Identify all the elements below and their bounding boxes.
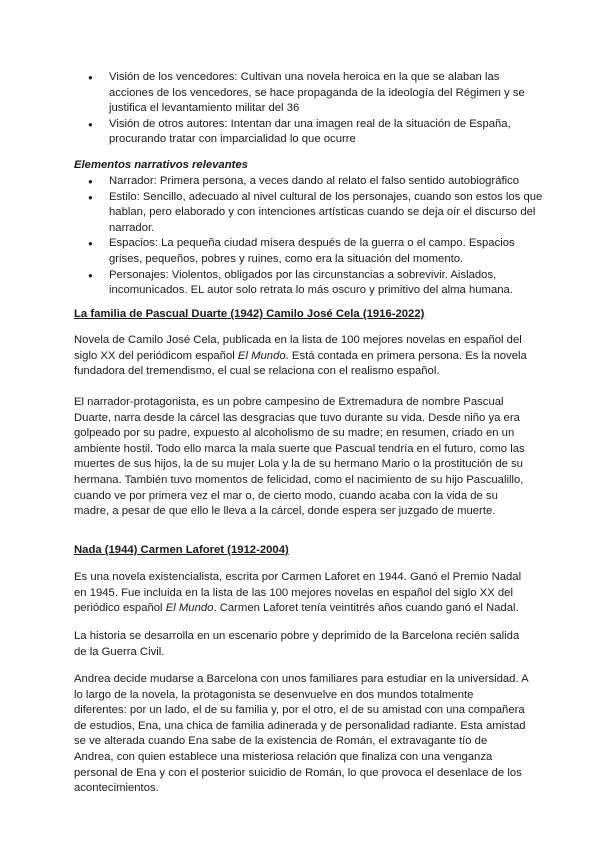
list-item: ● Visión de otros autores: Intentan dar una imagen real de la situación de España, procurando tratar con imparcialidad lo que ocurre <box>74 117 545 148</box>
list-item: ● Estilo: Sencillo, adecuado al nivel cultural de los personajes, cuando son estos los que hablan, pero elaborado y con intenciones artísticas cuando se deja oír el discurso del narrador. <box>74 190 545 237</box>
section-heading: Elementos narrativos relevantes <box>74 159 248 171</box>
paragraph: Novela de Camilo José Cela, publicada en la lista de 100 mejores novelas en español del siglo XX del periódicom español El Mundo. Está contada en primera persona. Es la novela fundadora del tremendismo, el cual se relaciona con el realismo español. <box>74 334 527 378</box>
paragraph: Andrea decide mudarse a Barcelona con unos familiares para estudiar en la universidad. A lo largo de la novela, la protagonista se desenvuelve en dos mundos totalmente diferentes: por un lado, el de su familia y, por el otro, el de su amistad con una compañera de estudios, Ena, una chica de familia adinerada y de personalidad radiante. Esta amistad se ve alterada cuando Ena sabe de la existencia de Román, el extravagante tío de Andrea, con quien establece una misteriosa relación que finaliza con una venganza personal de Ena y con el posterior suicidio de Román, lo que provoca el desenlace de los acontecimientos. <box>74 673 529 795</box>
vision-list <box>0 70 545 148</box>
paragraph: Es una novela existencialista, escrita por Carmen Laforet en 1944. Ganó el Premio Nadal en 1945. Fue incluida en la lista de las 100 mejores novelas en español del siglo XX del periódico español El Mundo. Carmen Laforet tenía veintitrés años cuando ganó el Nadal. <box>74 571 522 615</box>
section-heading-pascual: La familia de Pascual Duarte (1942) Camilo José Cela (1916-2022) <box>74 308 425 320</box>
elementos-list <box>0 174 545 299</box>
list-item: ● Personajes: Violentos, obligados por las circunstancias a sobrevivir. Aislados, incomunicados. EL autor solo retrata lo más oscuro y primitivo del alma humana. <box>74 268 545 299</box>
list-item: ● Visión de los vencedores: Cultivan una novela heroica en la que se alaban las acciones de los vencedores, se hace propaganda de la ideología del Régimen y se justifica el levantamiento militar del 36 <box>74 70 545 117</box>
list-item: ● Narrador: Primera persona, a veces dando al relato el falso sentido autobiográfico <box>74 174 545 190</box>
section-heading-nada: Nada (1944) Carmen Laforet (1912-2004) <box>74 544 289 556</box>
list-item: ● Espacios: La pequeña ciudad mísera después de la guerra o el campo. Espacios grises, pequeños, pobres y ruines, como era la situación del momento. <box>74 236 545 267</box>
paragraph: La historia se desarrolla en un escenario pobre y deprimido de la Barcelona recién salida de la Guerra Civil. <box>74 630 520 658</box>
paragraph: El narrador-protagonista, es un pobre campesino de Extremadura de nombre Pascual Duarte, narra desde la cárcel las desgracias que tuvo durante su vida. Desde niño ya era golpeado por su padre, expuesto al alcoholismo de su madre; en resumen, criado en un ambiente hostil. Todo ello marca la mala suerte que Pascual tendría en el futuro, como las muertes de sus hijos, la de su mujer Lola y la de su hermano Mario o la prostitución de su hermana. También tuvo momentos de felicidad, como el nacimiento de su hijo Pascualillo, cuando ve por primera vez el mar o, de cierto modo, cuando acaba con la vida de su madre, a pesar de que ello le lleva a la cárcel, donde espera ser juzgado de muerte. <box>74 396 525 518</box>
